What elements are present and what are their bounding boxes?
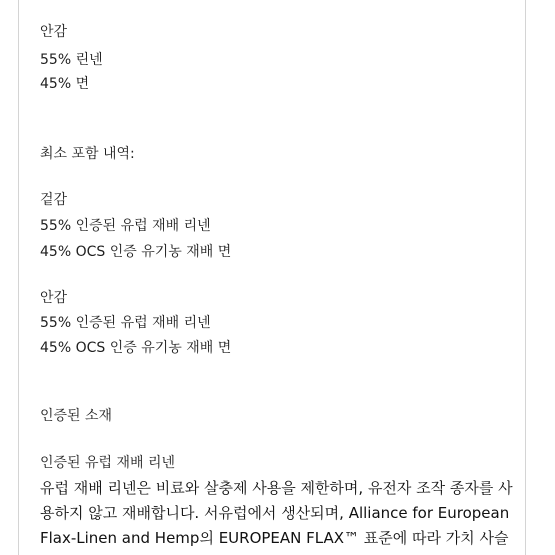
lining-title: 안감 — [40, 24, 68, 40]
lining-item: 55% 린넨 — [40, 52, 103, 68]
lining-item: 45% 면 — [40, 76, 90, 92]
frame-right-border — [525, 0, 526, 555]
shell-title: 겉감 — [40, 192, 68, 208]
certified-linen-paragraph-line: 유럽 재배 리넨은 비료와 살충제 사용을 제한하며, 유전자 조작 종자를 사 — [40, 479, 513, 497]
certified-linen-paragraph-line: 용하지 않고 재배합니다. 서유럽에서 생산되며, Alliance for European — [40, 504, 510, 522]
min-content-heading: 최소 포함 내역: — [40, 146, 135, 162]
certified-linen-subtitle: 인증된 유럽 재배 리넨 — [40, 455, 176, 471]
shell-item: 55% 인증된 유럽 재배 리넨 — [40, 218, 211, 234]
certified-materials-heading: 인증된 소재 — [40, 408, 113, 424]
lining-item: 55% 인증된 유럽 재배 리넨 — [40, 315, 211, 331]
lining-item: 45% OCS 인증 유기농 재배 면 — [40, 340, 232, 356]
lining-title: 안감 — [40, 290, 68, 306]
certified-linen-paragraph-line: Flax-Linen and Hemp의 EUROPEAN FLAX™ 표준에 따라 가치 사슬 — [40, 529, 509, 547]
shell-item: 45% OCS 인증 유기농 재배 면 — [40, 244, 232, 260]
frame-left-border — [18, 0, 19, 555]
